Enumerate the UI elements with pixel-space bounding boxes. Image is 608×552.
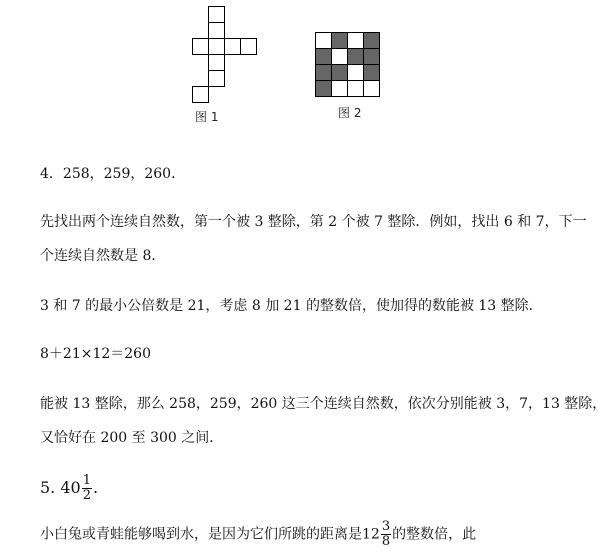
figures-svg	[0, 0, 608, 130]
answer-5-text-end: 的整数倍，此	[392, 526, 477, 543]
fig1-cell	[209, 23, 225, 39]
fig1-cell	[209, 71, 225, 87]
fig1-cell	[193, 39, 209, 55]
answer-4-equation: 8＋21×12＝260	[40, 346, 151, 362]
fig2-cell	[332, 81, 348, 97]
fraction-denominator: 8	[381, 534, 391, 549]
fraction-denominator: 2	[82, 488, 91, 503]
answer-4-number: 4．258，259，260．	[40, 166, 186, 182]
fig1-cell	[209, 55, 225, 71]
mixed-number-whole: 12	[362, 526, 380, 543]
answer-4-para3-line2: 又恰好在 200 至 300 之间．	[40, 430, 224, 446]
answer-4-para1-line1: 先找出两个连续自然数，第一个被 3 整除，第 2 个被 7 整除．例如，找出 6 和 7，下一	[40, 214, 587, 230]
answer-5-text-start: 小白兔或青蛙能够喝到水，是因为它们所跳的距离是	[40, 526, 362, 543]
answer-5-explanation	[40, 520, 476, 549]
fig2-cell-shaded	[364, 49, 380, 65]
fig2-cell-shaded	[332, 65, 348, 81]
fig1-cell	[193, 87, 209, 103]
answer-4-para3-line1: 能被 13 整除，那么 258，259，260 这三个连续自然数，依次分别能被 3，7，13 整除，	[40, 396, 607, 412]
fig2-cell-shaded	[332, 33, 348, 49]
figure-2-caption: 图 2	[338, 106, 362, 120]
answer-5-label-end: .	[93, 478, 99, 497]
fig1-cell	[209, 7, 225, 23]
fig2-cell-shaded	[364, 65, 380, 81]
fig1-cell	[241, 39, 257, 55]
answer-5-number	[40, 474, 98, 503]
figures-area	[0, 0, 608, 130]
fig2-cell	[348, 33, 364, 49]
fraction-numerator: 3	[381, 519, 391, 534]
fig2-cell	[364, 81, 380, 97]
figure-1-grid	[193, 7, 257, 103]
fig2-cell-shaded	[348, 49, 364, 65]
fig2-cell	[316, 33, 332, 49]
fig2-cell	[332, 49, 348, 65]
fig2-cell	[348, 65, 364, 81]
figure-1-caption: 图 1	[195, 110, 219, 124]
fig2-cell-shaded	[316, 65, 332, 81]
fig2-cell-shaded	[316, 81, 332, 97]
answer-5-label: 5. 40	[40, 478, 81, 497]
fig1-cell	[209, 39, 225, 55]
mixed-number-fraction	[381, 520, 391, 549]
figure-2-grid	[316, 33, 380, 97]
answer-5-fraction	[82, 474, 92, 503]
fraction-numerator: 1	[82, 473, 91, 488]
fig1-cell	[225, 39, 241, 55]
answer-4-para1-line2: 个连续自然数是 8．	[40, 248, 166, 264]
answer-4-para2: 3 和 7 的最小公倍数是 21，考虑 8 加 21 的整数倍，使加得的数能被 13 整除．	[40, 298, 543, 314]
fig2-cell-shaded	[316, 49, 332, 65]
fig2-cell	[348, 81, 364, 97]
fig2-cell-shaded	[364, 33, 380, 49]
